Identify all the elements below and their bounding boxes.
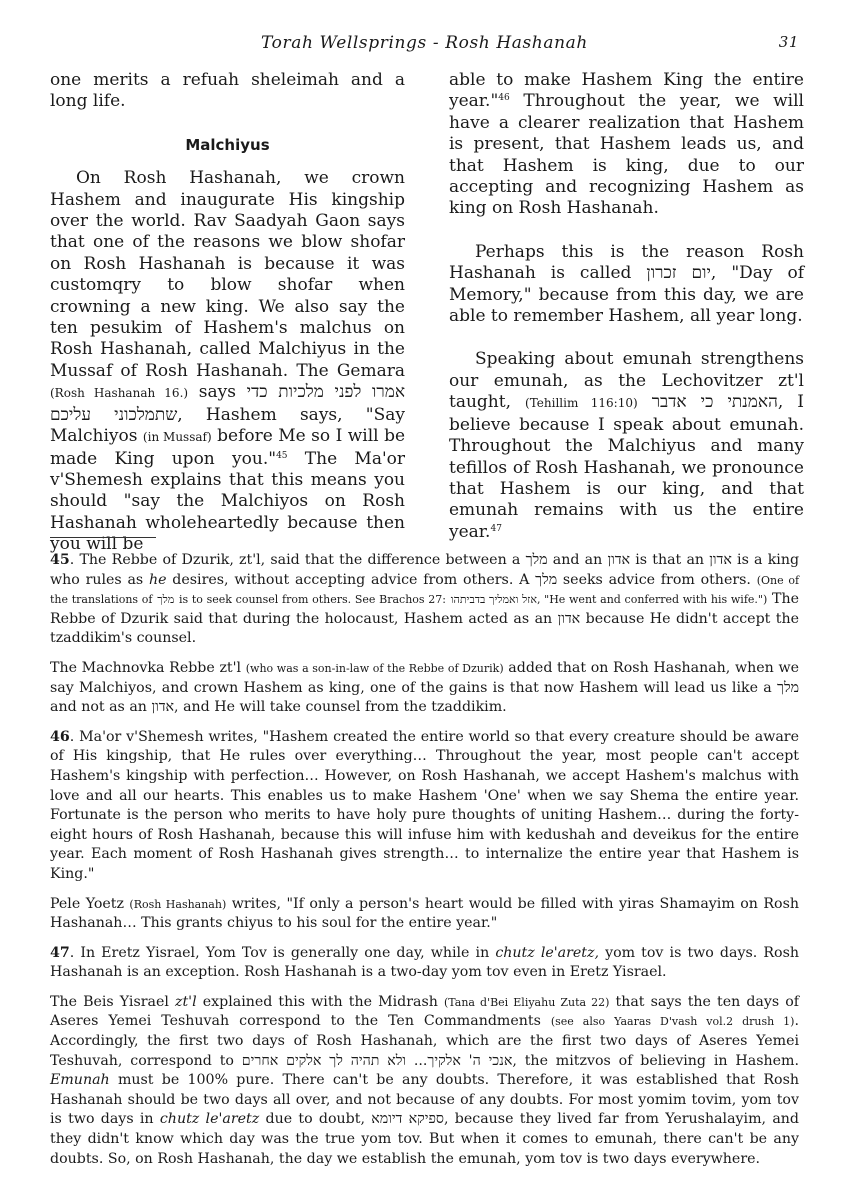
footnote-ref: 47 [490,523,502,534]
text-run: , Hashem says, "Say Malchiyos [50,404,405,447]
emphasis: Emunah [50,1072,110,1089]
text-run: says [198,382,236,403]
aside-text: (Rosh Hashanah) [129,897,227,911]
text-run: The Rebbe of Dzurik said that during the holocaust, Hashem acted as an [50,591,799,627]
text-run: added that on Rosh Hashanah, when we say Malchiyos, and crown Hashem as king, one of the gains is that now Hashem will lead us like a [50,659,799,696]
hebrew-word: מלך [525,552,548,568]
hebrew-word: אדון [607,552,631,568]
text-run: , the mitzvos of believing in Hashem. [512,1052,799,1069]
aside-text: is to seek counsel from others. See Brachos 27: [179,593,446,607]
paragraph [449,242,804,328]
text-run: , I believe because I speak about emunah. Throughout the Malchiyus and many tefillos of Rosh Hashanah, we pronounce that Hashem is our king, and that emunah remains with us the entire year. [449,392,805,542]
text-run: that says the ten days of Aseres Yemei Teshuvah correspond to the Ten Commandments [50,993,800,1030]
text-run: , because they lived far from Yerushalayim, and they didn't know which day was the true yom tov. But when it comes to emunah, there can't be any doubts. So, on Rosh Hashanah, the day we establish the emunah, yom tov is two days everywhere. [50,1111,800,1167]
text-run: must be 100% pure. There can't be any doubts. Therefore, it was established that Rosh Hashanah should be two days all over, and not because of any doubts. For most yomim tovim, yom tov is two days in [50,1072,799,1128]
footnote-46 [50,728,799,885]
paragraph [50,168,405,555]
footnote-ref: 46 [498,93,510,104]
text-run: desires, without accepting advice from others. A [172,571,530,588]
footnotes [50,551,799,1179]
text-run: The Ma'or v'Shemesh explains that this means you should "say the Malchiyos on Rosh Hashanah wholeheartedly because then you will be [50,448,406,555]
hebrew-word: אדון [557,610,581,627]
page-number: 31 [778,33,799,51]
text-run: yom tov is two days. Rosh Hashanah is an exception. Rosh Hashanah is a two-day yom tov even in Eretz Yisrael. [50,944,799,981]
paragraph [449,70,804,220]
footnote-number: 45 [50,552,70,568]
text-run: Perhaps this is the reason Rosh Hashanah is called [449,241,804,284]
paragraph: one merits a refuah sheleimah and a long life. [50,70,405,112]
text-run: able to make Hashem King the entire year." [449,70,804,112]
aside-text: (Tana d'Bei Eliyahu Zuta 22) [443,995,610,1009]
text-run: , and He will take counsel from the tzaddikim. [174,699,507,716]
emphasis: he [148,571,167,588]
hebrew-word: ספיקא דיומא [371,1111,444,1128]
footnote-46-continued [50,895,799,934]
hebrew-quote: אמרו לפני מלכיות כדי שתמלכוני עליכם [50,382,406,425]
text-run: due to doubt, [265,1111,365,1128]
footnote-ref: 45 [276,450,288,461]
footnote-number: 47 [50,944,70,961]
section-heading: Malchiyus [185,135,270,154]
book-title: Torah Wellsprings - Rosh Hashanah [261,33,588,53]
footnote-47-continued [50,993,799,1169]
hebrew-word: מלך [776,679,799,696]
text-run: . Accordingly, the first two days of Rosh Hashanah, which are the first two days of Aseres Yemei Teshuvah, correspond to [50,1013,799,1069]
hebrew-quote: אזל ואמליך בדביתהו [450,593,537,607]
text-run: Throughout the year, we will have a clearer realization that Hashem is present, that Hashem leads us, and that Hashem is king, due to our accepting and recognizing Hashem as king on Rosh Hashanah. [449,91,804,219]
text-run: seeks advice from others. [562,571,751,588]
hebrew-quote: יום זכרון [646,263,711,284]
paragraph [449,349,804,543]
text-run: is a king who rules as [50,552,800,588]
text-run: , "Day of Memory," because from this day, we are able to remember Hashem, all year long. [449,263,805,327]
aside-text: (see also Yaaras D'vash vol.2 drush 1) [550,1015,795,1029]
text-run: On Rosh Hashanah, we crown Hashem and inaugurate His kingship over the world. Rav Saadyah Gaon says that one of the reasons we blow shofar on Rosh Hashanah is because it was customqry to blow shofar when crowning a new king. We also say the ten pesukim of Hashem's malchus on Rosh Hashanah, called Malchiyus in the Mussaf of Rosh Hashanah. The Gemara [50,168,405,381]
text-run: before Me so I will be made King upon you." [50,426,406,469]
emphasis: zt'l [175,993,197,1010]
source-citation: (Rosh Hashanah 16.) [50,386,189,401]
text-run: . In Eretz Yisrael, Yom Tov is generally one day, while in [69,944,490,961]
text-run: and an [552,552,603,568]
aside-text: (One of the translations of [50,573,800,607]
text-run: writes, "If only a person's heart would be filled with yiras Shamayim on Rosh Hashanah… This grants chiyus to his soul for the entire year." [50,895,800,932]
hebrew-word: מלך [157,593,175,607]
text-run: . Ma'or v'Shemesh writes, "Hashem created the entire world so that every creature should be aware of His kingship, that He rules over everything… Throughout the year, most people can't accept Hashem's kingship with perfection… However, on Rosh Hashanah, we accept Hashem's malchus with love and all our hearts. This enables us to make Hashem 'One' when we say Shema the entire year. Fortunate is the person who merits to have holy pure thoughts of uniting Hashem… during the forty-eight hours of Rosh Hashanah, because this will infuse him with kedushah and deveikus for the entire year. Each moment of Rosh Hashanah gives strength… to internalize the entire year that Hashem is King." [50,728,799,882]
hebrew-word: מלך [535,571,558,588]
hebrew-word: אדון [709,552,732,568]
emphasis: chutz le'aretz, [495,944,599,961]
text-run: Pele Yoetz [50,895,124,912]
text-run: is that an [635,552,705,568]
footnote-45-continued [50,659,799,718]
main-text [50,70,805,555]
hebrew-quote: אנכי ה' אלקיך... ולא תהיה לך אלקים אחרים [241,1052,513,1069]
footnote-47 [50,944,799,983]
text-run: The Beis Yisrael [50,993,169,1010]
aside-text: (who was a son-in-law of the Rebbe of Dzurik) [245,661,504,675]
source-citation: (in Mussaf) [142,430,212,445]
footnote-divider [50,537,156,538]
footnote-45 [50,551,799,649]
text-run: and not as an [50,699,147,716]
left-column [50,70,406,555]
text-run: because He didn't accept the tzaddikim's counsel. [50,610,800,647]
text-run: The Machnovka Rebbe zt'l [50,659,242,676]
source-citation: (Tehillim 116:10) [525,396,638,411]
text-run: explained this with the Midrash [202,993,438,1010]
aside-text: , "He went and conferred with his wife.") [536,593,768,607]
hebrew-word: אדון [151,699,175,716]
hebrew-quote: האמנתי כי אדבר [651,392,778,413]
text-run: Speaking about emunah strengthens our emunah, as the Lechovitzer zt'l taught, [449,349,804,413]
right-column [449,70,805,542]
text-run: . The Rebbe of Dzurik, zt'l, said that the difference between a [69,552,521,568]
emphasis: chutz le'aretz [159,1111,260,1128]
footnote-number: 46 [50,728,70,745]
